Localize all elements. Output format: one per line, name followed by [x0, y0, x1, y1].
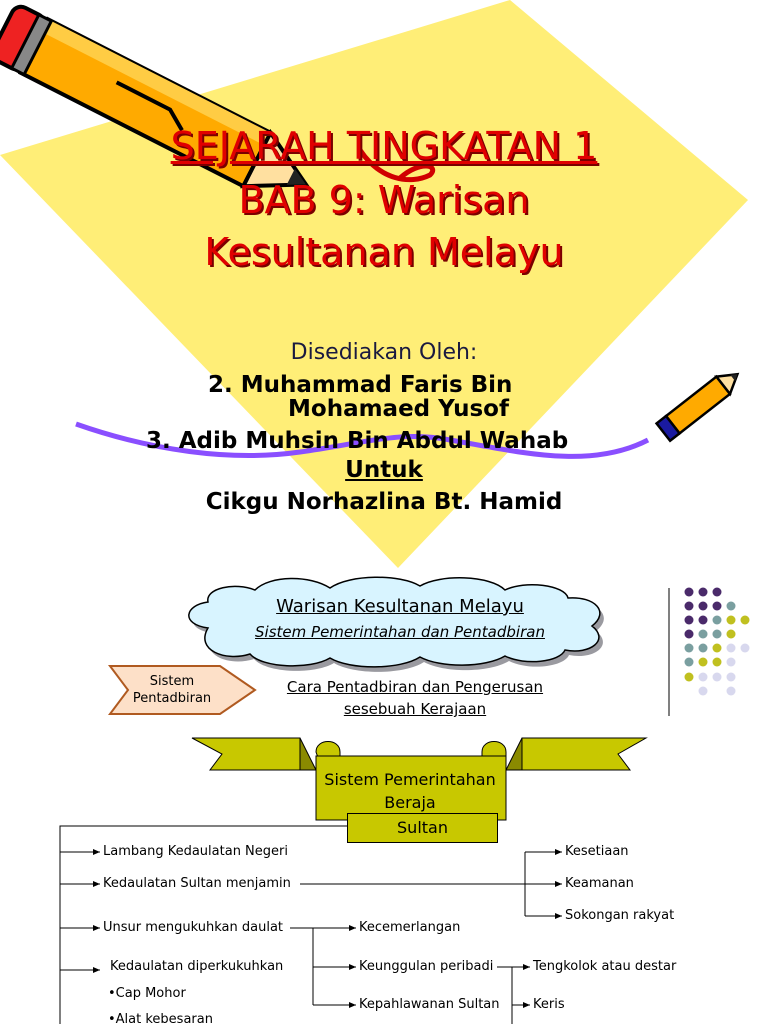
title-line-3: Kesultanan Melayu: [204, 230, 564, 274]
description-line-1: Cara Pentadbiran dan Pengerusan: [286, 678, 544, 696]
node-keamanan: Keamanan: [565, 876, 634, 891]
node-cap-mohor: •Cap Mohor: [108, 986, 186, 1001]
sistem-pentadbiran-label: [110, 673, 234, 707]
cloud-title: Warisan Kesultanan Melayu: [276, 596, 524, 617]
dot-grid-decoration: [685, 588, 750, 696]
node-sokongan: Sokongan rakyat: [565, 908, 675, 923]
for-label: Untuk: [345, 457, 423, 483]
author-1-line-2: Mohamaed Yusof: [288, 396, 509, 422]
node-lambang: Lambang Kedaulatan Negeri: [103, 844, 288, 859]
teacher-name: Cikgu Norhazlina Bt. Hamid: [205, 489, 563, 515]
author-1-line-1: 2. Muhammad Faris Bin: [208, 372, 513, 398]
node-tengkolok: Tengkolok atau destar: [533, 959, 677, 974]
title-line-2: BAB 9: Warisan: [238, 178, 530, 222]
node-kedaulatan-sultan: Kedaulatan Sultan menjamin: [103, 876, 291, 891]
node-kesetiaan: Kesetiaan: [565, 844, 629, 859]
author-2: 3. Adib Muhsin Bin Abdul Wahab: [146, 428, 569, 454]
prepared-by-label: Disediakan Oleh:: [290, 340, 478, 365]
description-line-2: sesebuah Kerajaan: [343, 700, 487, 718]
description-text: [255, 676, 575, 720]
small-pencil-icon: [657, 366, 745, 441]
ribbon-line-2: Beraja: [384, 793, 436, 812]
ribbon-text: [300, 768, 520, 814]
arrow-label-line-2: Pentadbiran: [132, 691, 212, 706]
title-line-1: SEJARAH TINGKATAN 1: [170, 124, 598, 168]
node-unsur: Unsur mengukuhkan daulat: [103, 920, 284, 935]
node-keris: Keris: [533, 997, 565, 1012]
arrow-label-line-1: Sistem: [149, 674, 195, 689]
node-keunggulan: Keunggulan peribadi: [359, 959, 494, 974]
sultan-box: Sultan: [347, 813, 498, 843]
node-kepahlawanan: Kepahlawanan Sultan: [359, 997, 500, 1012]
node-kecemerlangan: Kecemerlangan: [359, 920, 461, 935]
node-diperkukuhkan: Kedaulatan diperkukuhkan: [110, 959, 284, 974]
node-alat-kebesaran: •Alat kebesaran: [108, 1012, 213, 1027]
ribbon-line-1: Sistem Pemerintahan: [324, 770, 496, 789]
cloud-subtitle: Sistem Pemerintahan dan Pentadbiran: [255, 623, 545, 641]
